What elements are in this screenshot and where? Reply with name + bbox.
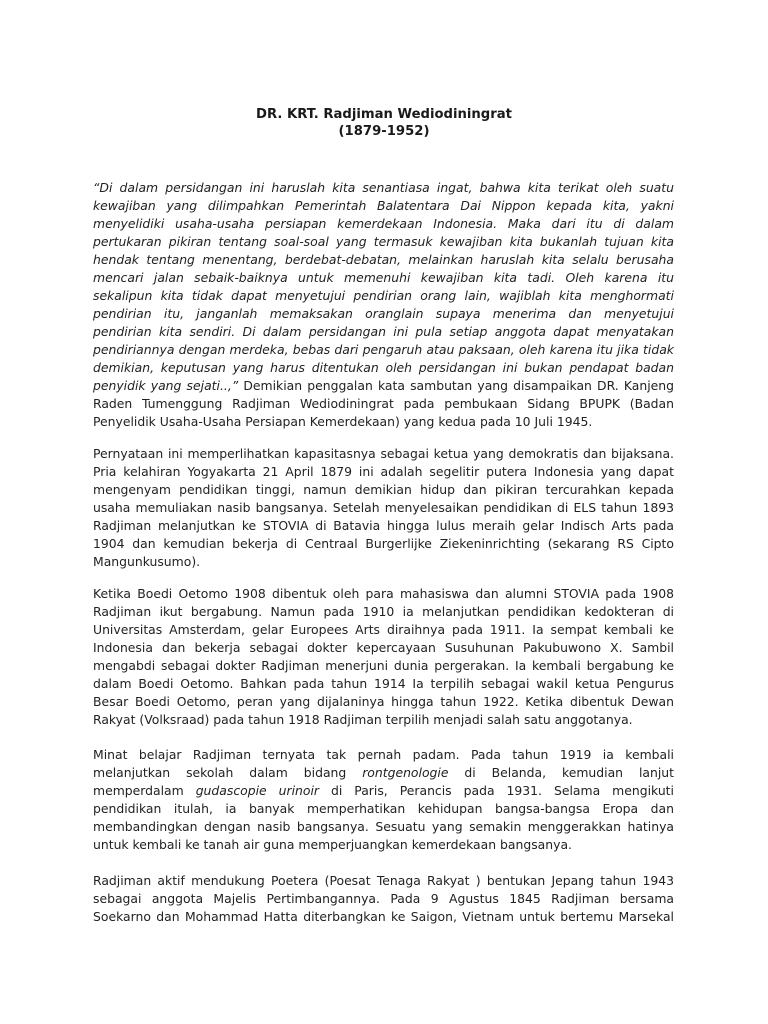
italic-text: demikian, keputusan yang harus ditentukan oleh persidangan ini bukan pendapat badan: [93, 360, 674, 375]
text-line: [93, 908, 674, 926]
text-segment: Raden Tumenggung Radjiman Wediodiningrat pada pembukaan Sidang BPUPK (Badan: [93, 396, 674, 411]
text-segment: dalam Boedi Oetomo. Bahkan pada tahun 1914 Ia terpilih sebagai wakil ketua Pengurus: [93, 676, 674, 691]
italic-text: sekalipun kita tidak dapat menyetujui pendirian orang lain, wajiblah kita menghormati: [93, 288, 674, 303]
text-line: [93, 603, 674, 621]
text-segment: Ketika Boedi Oetomo 1908 dibentuk oleh para mahasiswa dan alumni STOVIA pada 1908: [93, 586, 674, 601]
text-segment: Demikian penggalan kata sambutan yang disampaikan DR. Kanjeng: [238, 378, 674, 393]
text-line: [93, 872, 674, 890]
text-line: [93, 445, 674, 463]
text-line: [93, 639, 674, 657]
text-line: [93, 553, 674, 571]
text-segment: usaha memuliakan nasib bangsanya. Setelah menyelesaikan pendidikan di ELS tahun 1893: [93, 500, 674, 515]
text-line: [93, 621, 674, 639]
text-line: [93, 836, 674, 854]
text-segment: Besar Boedi Oetomo, peran yang dijalaninya hingga tahun 1922. Ketika dibentuk Dewan: [93, 694, 674, 709]
text-line: [93, 305, 674, 323]
text-segment: Radjiman aktif mendukung Poetera (Poesat Tenaga Rakyat ) bentukan Jepang tahun 1943: [93, 873, 674, 888]
text-segment: pendidikan itulah, ia banyak memperhatikan kehidupan bangsa-bangsa Eropa dan: [93, 801, 674, 816]
text-line: [93, 585, 674, 603]
italic-text: rontgenologie: [362, 765, 449, 780]
italic-text: hendak tentang menentang, berdebat-debatan, melainkan haruslah kita selalu berusaha: [93, 252, 674, 267]
text-line: [93, 463, 674, 481]
text-segment: sebagai anggota Majelis Pertimbangannya. Pada 9 Agustus 1845 Radjiman bersama: [93, 891, 674, 906]
text-segment: mengenyam pendidikan tinggi, namun demikian hidup dan pikiran tercurahkan kepada: [93, 482, 674, 497]
paragraph-statement: [93, 445, 674, 571]
text-segment: memperdalam: [93, 783, 196, 798]
text-segment: Pernyataan ini memperlihatkan kapasitasnya sebagai ketua yang demokratis dan bijaksana.: [93, 446, 674, 461]
paragraph-quote: [93, 179, 674, 431]
paragraph-study: [93, 746, 674, 854]
text-segment: di Belanda, kemudian lanjut: [448, 765, 674, 780]
text-line: [93, 251, 674, 269]
italic-text: gudascopie urinoir: [195, 783, 319, 798]
text-segment: Rakyat (Volksraad) pada tahun 1918 Radjiman terpilih menjadi salah satu anggotanya.: [93, 712, 633, 727]
text-line: [93, 890, 674, 908]
text-line: [93, 395, 674, 413]
text-segment: di Paris, Perancis pada 1931. Selama mengikuti: [319, 783, 674, 798]
document-years: (1879-1952): [338, 124, 430, 139]
text-segment: Penyelidik Usaha-Usaha Persiapan Kemerdekaan) yang kedua pada 10 Juli 1945.: [93, 414, 593, 429]
italic-text: penyidik yang sejati..,”: [93, 378, 239, 393]
text-segment: Radjiman ikut bergabung. Namun pada 1910 ia melanjutkan pendidikan kedokteran di: [93, 604, 674, 619]
text-segment: Pria kelahiran Yogyakarta 21 April 1879 ini adalah segelitir putera Indonesia yang dapat: [93, 464, 674, 479]
text-segment: untuk kembali ke tanah air guna memperjuangkan kemerdekaan bangsanya.: [93, 837, 572, 852]
paragraph-boedi-oetomo: [93, 585, 674, 729]
text-line: [93, 782, 674, 800]
text-line: [93, 693, 674, 711]
text-line: [93, 517, 674, 535]
text-segment: 1904 dan kemudian bekerja di Centraal Burgerlijke Ziekeninrichting (sekarang RS Cipto: [93, 536, 674, 551]
text-line: [93, 746, 674, 764]
text-line: [93, 323, 674, 341]
italic-text: kewajiban yang dilimpahkan Pemerintah Balatentara Dai Nippon kepada kita, yakni: [93, 198, 674, 213]
text-segment: Soekarno dan Mohammad Hatta diterbangkan ke Saigon, Vietnam untuk bertemu Marsekal: [93, 909, 674, 924]
text-line: [93, 233, 674, 251]
italic-text: pertukaran pikiran tentang soal-soal yang termasuk kewajiban kita bukanlah tujuan kita: [93, 234, 674, 249]
text-line: [93, 499, 674, 517]
text-segment: Mangunkusumo).: [93, 554, 201, 569]
text-segment: Radjiman melanjutkan ke STOVIA di Batavia hingga lulus meraih gelar Indisch Arts pada: [93, 518, 674, 533]
italic-text: “Di dalam persidangan ini haruslah kita senantiasa ingat, bahwa kita terikat oleh suatu: [93, 180, 674, 195]
text-segment: membandingkan dengan nasib bangsanya. Sesuatu yang semakin menggerakkan hatinya: [93, 819, 674, 834]
italic-text: pendiriannya dengan merdeka, bebas dari pengaruh atau paksaan, oleh karena itu jika tidak: [93, 342, 674, 357]
text-line: [93, 197, 674, 215]
text-line: [93, 800, 674, 818]
text-line: [93, 179, 674, 197]
text-line: [93, 377, 674, 395]
text-line: [93, 287, 674, 305]
italic-text: pendirian kita sendiri. Di dalam persidangan ini pula setiap anggota dapat menyatakan: [93, 324, 674, 339]
text-segment: Indonesia dan bekerja sebagai dokter kepercayaan Susuhunan Pakubuwono X. Sambil: [93, 640, 674, 655]
text-line: [93, 359, 674, 377]
italic-text: mencari jalan sebaik-baiknya untuk memenuhi kewajiban kita tadi. Oleh karena itu: [93, 270, 674, 285]
text-line: [93, 341, 674, 359]
paragraph-poetera: [93, 872, 674, 926]
text-line: [93, 535, 674, 553]
text-line: [93, 413, 674, 431]
text-line: [93, 481, 674, 499]
italic-text: pendirian itu, janganlah memaksakan oranglain supaya menerima dan menyetujui: [93, 306, 674, 321]
text-line: [93, 764, 674, 782]
text-line: [93, 657, 674, 675]
text-line: [93, 269, 674, 287]
text-line: [93, 818, 674, 836]
document-title: DR. KRT. Radjiman Wediodiningrat: [256, 107, 512, 122]
text-line: [93, 675, 674, 693]
italic-text: menyelidiki usaha-usaha persiapan kemerdekaan Indonesia. Maka dari itu di dalam: [93, 216, 674, 231]
text-line: [93, 215, 674, 233]
text-segment: mengabdi sebagai dokter Radjiman menerjuni dunia pergerakan. Ia kembali bergabung ke: [93, 658, 674, 673]
text-segment: Universitas Amsterdam, gelar Europees Arts diraihnya pada 1911. Ia sempat kembali ke: [93, 622, 674, 637]
text-segment: Minat belajar Radjiman ternyata tak pernah padam. Pada tahun 1919 ia kembali: [93, 747, 674, 762]
text-line: [93, 711, 674, 729]
text-segment: melanjutkan sekolah dalam bidang: [93, 765, 363, 780]
